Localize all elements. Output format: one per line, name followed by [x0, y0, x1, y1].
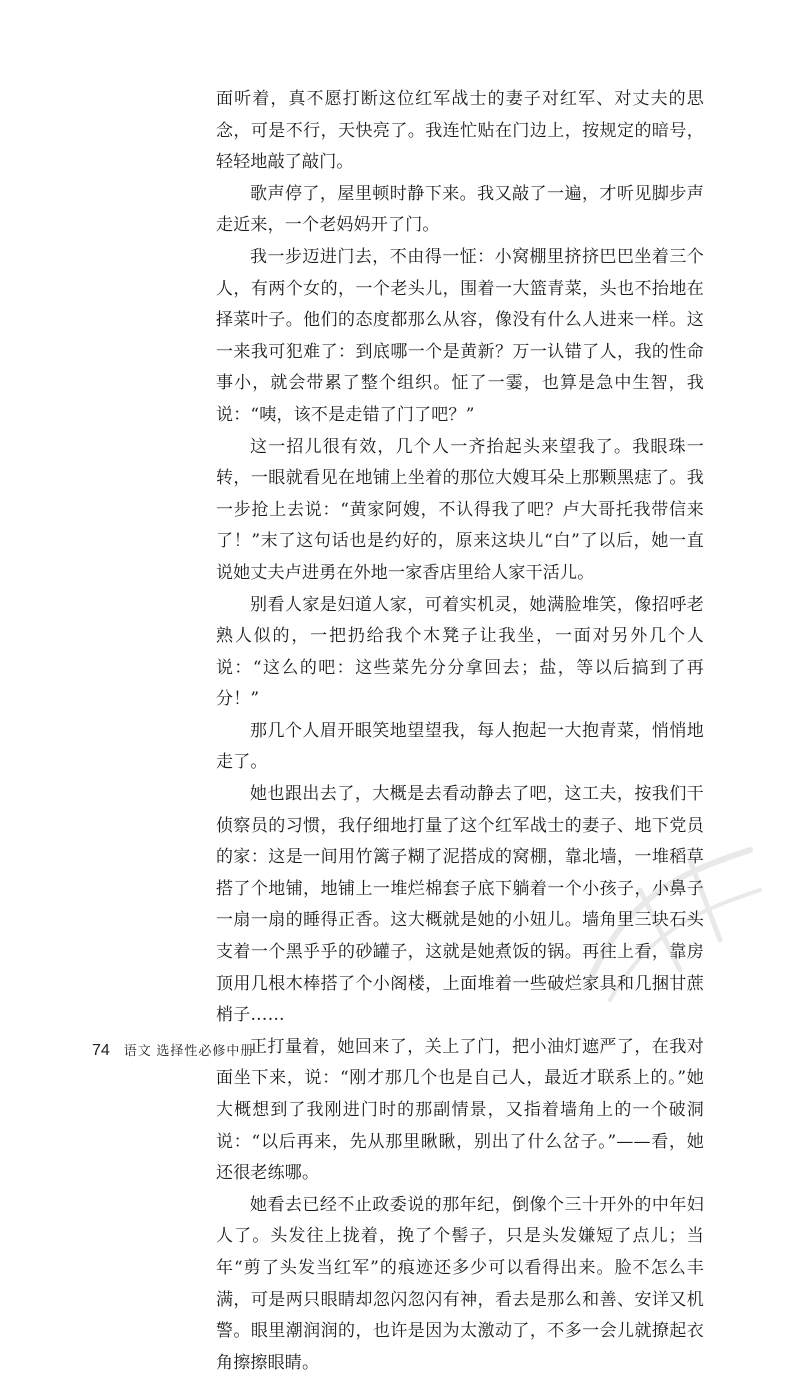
- paragraph-4: 这一招儿很有效，几个人一齐抬起头来望我了。我眼珠一转，一眼就看见在地铺上坐着的那位大嫂耳朵上那颗黑痣了。我一步抢上去说：“黄家阿嫂，不认得我了吧？卢大哥托我带信来了！”末了这句话也是约好的，原来这块儿“白”了以后，她一直说她丈夫卢进勇在外地一家香店里给人家干活儿。: [216, 436, 704, 583]
- paragraph-5: 别看人家是妇道人家，可着实机灵，她满脸堆笑，像招呼老熟人似的，一把扔给我个木凳子让我坐，一面对另外几个人说：“这么的吧：这些菜先分分拿回去；盐，等以后搞到了再分！”: [216, 594, 704, 710]
- paragraph-6: 那几个人眉开眼笑地望望我，每人抱起一大抱青菜，悄悄地走了。: [216, 720, 704, 773]
- paragraph-7: 她也跟出去了，大概是去看动静去了吧，这工夫，按我们干侦察员的习惯，我仔细地打量了这个红军战士的妻子、地下党员的家：这是一间用竹篱子糊了泥搭成的窝棚，靠北墙，一堆稻草搭了个地铺，地铺上一堆烂棉套子底下躺着一个小孩子，小鼻子一扇一扇的睡得正香。这大概就是她的小妞儿。墙角里三块石头支着一个黑乎乎的砂罐子，这就是她煮饭的锅。再往上看，靠房顶用几根木棒搭了个小阁楼，上面堆着一些破烂家具和几捆甘蔗梢子……: [216, 784, 704, 1026]
- paragraph-8: 正打量着，她回来了，关上了门，把小油灯遮严了，在我对面坐下来，说：“刚才那几个也是自己人，最近才联系上的。”她大概想到了我刚进门时的那副情景，又指着墙角上的一个破洞说：“以后再来，先从那里瞅瞅，别出了什么岔子。”——看，她还很老练哪。: [216, 1036, 704, 1184]
- paragraph-1: 面听着，真不愿打断这位红军战士的妻子对红军、对丈夫的思念，可是不行，天快亮了。我连忙贴在门边上，按规定的暗号，轻轻地敲了敲门。: [216, 89, 704, 173]
- page-number: 74: [92, 1042, 110, 1059]
- publisher-watermark-icon: [570, 830, 770, 1030]
- book-title: 语文 选择性必修中册: [123, 1043, 255, 1058]
- text-body: [216, 84, 704, 1379]
- paragraph-9: 她看去已经不止政委说的那年纪，倒像个三十开外的中年妇人了。头发往上拢着，挽了个髻子，只是头发嫌短了点儿；当年“剪了头发当红军”的痕迹还多少可以看得出来。脸不怎么丰满，可是两只眼睛却忽闪忽闪有神，看去是那么和善、安详又机警。眼里潮润润的，也许是因为太激动了，不多一会儿就撩起衣角擦擦眼睛。: [216, 1194, 704, 1373]
- paragraph-3: 我一步迈进门去，不由得一怔：小窝棚里挤挤巴巴坐着三个人，有两个女的，一个老头儿，围着一大篮青菜，头也不抬地在择菜叶子。他们的态度都那么从容，像没有什么人进来一样。这一来我可犯难了：到底哪一个是黄新？万一认错了人，我的性命事小，就会带累了整个组织。怔了一霎，也算是急中生智，我说：“咦，该不是走错了门了吧？”: [216, 246, 704, 425]
- page-footer: [92, 1040, 254, 1060]
- paragraph-2: 歌声停了，屋里顿时静下来。我又敲了一遍，才听见脚步声走近来，一个老妈妈开了门。: [216, 183, 704, 236]
